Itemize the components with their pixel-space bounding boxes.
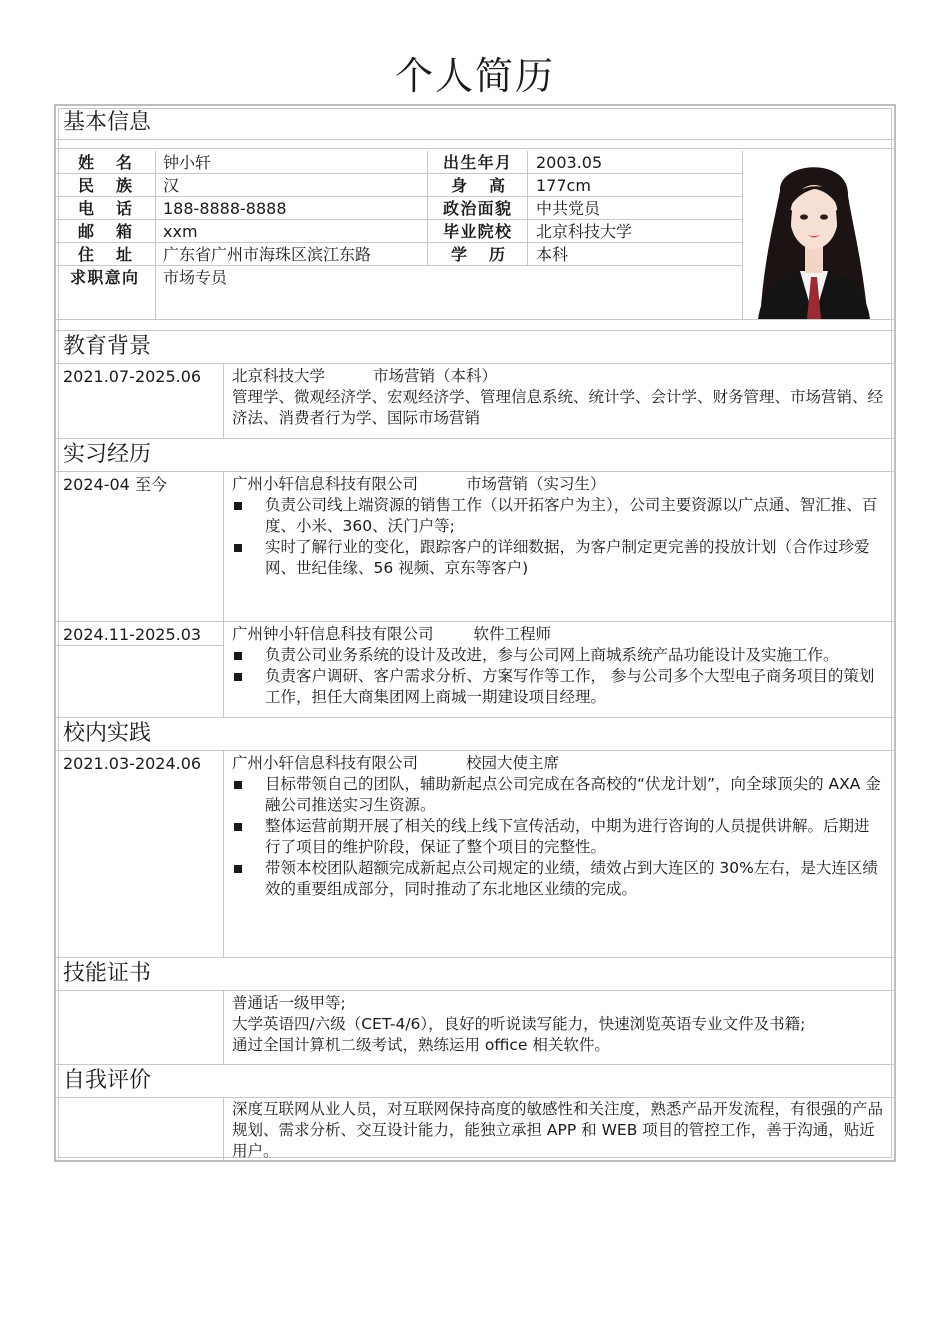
profile-photo: [750, 151, 878, 319]
degree-value: 本科: [536, 245, 569, 264]
education-courses: 管理学、微观经济学、宏观经济学、管理信息系统、统计学、会计学、财务管理、市场营销、经济法、消费者行为学、国际市场营销: [232, 388, 884, 427]
email-value: xxm: [163, 222, 198, 241]
campus-entry: [232, 753, 884, 900]
internship-1-role: 市场营销（实习生）: [466, 475, 606, 493]
list-item: 实时了解行业的变化，跟踪客户的详细数据，为客户制定更完善的投放计划（合作过珍爱网、世纪佳缘、56 视频、京东等客户): [232, 537, 884, 579]
list-item: 负责客户调研、客户需求分析、方案写作等工作， 参与公司多个大型电子商务项目的策划工作，担任大商集团网上商城一期建设项目经理。: [232, 666, 884, 708]
address-label: 住 址: [78, 245, 132, 264]
intent-value: 市场专员: [163, 268, 228, 287]
list-item: 带领本校团队超额完成新起点公司规定的业绩，绩效占到大连区的 30%左右，是大连区绩效的重要组成部分，同时推动了东北地区业绩的完成。: [232, 858, 884, 900]
ethnicity-label: 民 族: [78, 176, 132, 195]
phone-value: 188-8888-8888: [163, 199, 287, 218]
email-label: 邮 箱: [78, 222, 132, 241]
section-campus-title: 校内实践: [63, 721, 152, 746]
section-education-header: [55, 330, 895, 364]
skills-list: [232, 993, 884, 1056]
internship-2-role: 软件工程师: [473, 625, 552, 643]
school-label: 毕业院校: [443, 222, 511, 241]
address-value: 广东省广州市海珠区滨江东路: [163, 245, 372, 264]
school-value: 北京科技大学: [536, 222, 633, 241]
section-self-eval-header: [55, 1064, 895, 1098]
birth-value: 2003.05: [536, 153, 603, 172]
education-major: 市场营销（本科）: [373, 367, 498, 385]
education-school: 北京科技大学: [232, 367, 326, 385]
ethnicity-value: 汉: [163, 176, 180, 195]
section-campus-header: [55, 717, 895, 751]
intent-label: 求职意向: [70, 268, 138, 287]
list-item: 负责公司业务系统的设计及改进，参与公司网上商城系统产品功能设计及实施工作。: [232, 645, 884, 666]
section-skills-header: [55, 957, 895, 991]
phone-label: 电 话: [78, 199, 132, 218]
list-item: 通过全国计算机二级考试，熟练运用 office 相关软件。: [232, 1036, 610, 1054]
section-education-title: 教育背景: [63, 334, 152, 359]
campus-company: 广州小轩信息科技有限公司: [232, 754, 419, 772]
list-item: 大学英语四/六级（CET-4/6），良好的听说读写能力，快速浏览英语专业文件及书籍;: [232, 1015, 806, 1033]
politics-label: 政治面貌: [443, 199, 511, 218]
self-eval-text: 深度互联网从业人员，对互联网保持高度的敏感性和关注度，熟悉产品开发流程，有很强的产品规划、需求分析、交互设计能力，能独立承担 APP 和 WEB 项目的管控工作，善于沟通，贴近用户。: [232, 1100, 884, 1160]
name-label: 姓 名: [78, 153, 132, 172]
height-value: 177cm: [536, 176, 591, 195]
internship-2-entry: [232, 624, 884, 708]
internship-2-date: 2024.11-2025.03: [63, 625, 202, 644]
section-self-eval-title: 自我评价: [63, 1068, 152, 1093]
campus-date: 2021.03-2024.06: [63, 754, 202, 773]
name-value: 钟小轩: [163, 153, 212, 172]
internship-1-entry: [232, 474, 884, 579]
list-item: 负责公司线上端资源的销售工作（以开拓客户为主），公司主要资源以广点通、智汇推、百度、小米、360、沃门户等;: [232, 495, 884, 537]
internship-1-company: 广州小轩信息科技有限公司: [232, 475, 419, 493]
internship-1-date: 2024-04 至今: [63, 475, 167, 494]
degree-label: 学 历: [451, 245, 505, 264]
section-basic-title: 基本信息: [63, 110, 152, 135]
section-internship-header: [55, 438, 895, 472]
list-item: 整体运营前期开展了相关的线上线下宣传活动，中期为进行咨询的人员提供讲解。后期进行了项目的维护阶段，保证了整个项目的完整性。: [232, 816, 884, 858]
birth-label: 出生年月: [443, 153, 511, 172]
list-item: 目标带领自己的团队，辅助新起点公司完成在各高校的“伏龙计划”，向全球顶尖的 AXA 金融公司推送实习生资源。: [232, 774, 884, 816]
internship-2-company: 广州钟小轩信息科技有限公司: [232, 625, 434, 643]
politics-value: 中共党员: [536, 199, 601, 218]
section-internship-title: 实习经历: [63, 442, 152, 467]
list-item: 普通话一级甲等;: [232, 994, 346, 1012]
education-entry: [232, 366, 884, 429]
section-basic-header: [55, 106, 895, 140]
section-skills-title: 技能证书: [63, 961, 152, 986]
height-label: 身 高: [451, 176, 505, 195]
campus-role: 校园大使主席: [466, 754, 560, 772]
education-date: 2021.07-2025.06: [63, 367, 202, 386]
page-title: 个人简历: [394, 54, 555, 98]
